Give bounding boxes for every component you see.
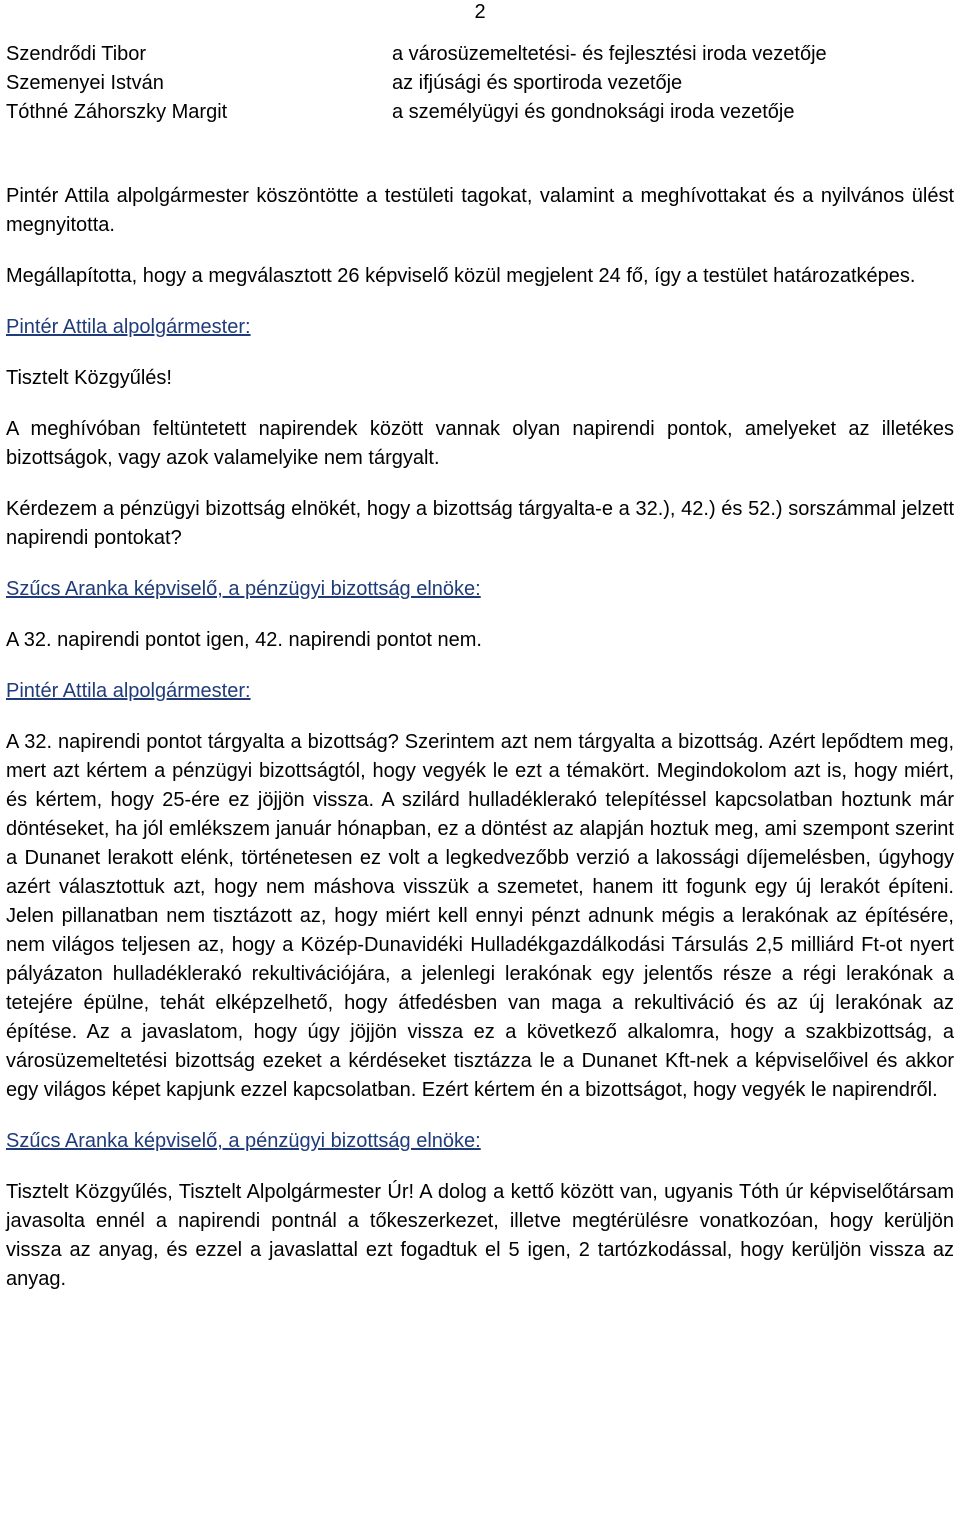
opening-paragraph: Pintér Attila alpolgármester köszöntötte a testületi tagokat, valamint a meghívottakat és a nyilvános ülést megnyitotta. bbox=[6, 185, 954, 236]
page-number: 2 bbox=[474, 1, 486, 23]
attendee-role: a városüzemeltetési- és fejlesztési iroda vezetője bbox=[392, 43, 827, 65]
quorum-paragraph: Megállapította, hogy a megválasztott 26 képviselő közül megjelent 24 fő, így a testület határozatképes. bbox=[6, 265, 916, 287]
attendee-row bbox=[6, 40, 954, 69]
attendee-row bbox=[6, 98, 954, 127]
speaker-heading: Pintér Attila alpolgármester: bbox=[6, 680, 251, 702]
body-paragraph: Kérdezem a pénzügyi bizottság elnökét, hogy a bizottság tárgyalta-e a 32.), 42.) és 52.) sorszámmal jelzett napirendi pontokat? bbox=[6, 498, 954, 549]
attendee-role: az ifjúsági és sportiroda vezetője bbox=[392, 72, 683, 94]
attendee-list bbox=[6, 40, 954, 127]
salutation: Tisztelt Közgyűlés! bbox=[6, 367, 172, 389]
attendee-name: Szendrődi Tibor bbox=[6, 43, 147, 65]
attendee-row bbox=[6, 69, 954, 98]
speaker-heading: Pintér Attila alpolgármester: bbox=[6, 316, 251, 338]
attendee-name: Szemenyei István bbox=[6, 72, 164, 94]
minutes-body bbox=[6, 182, 954, 1294]
body-paragraph: Tisztelt Közgyűlés, Tisztelt Alpolgármester Úr! A dolog a kettő között van, ugyanis Tóth úr képviselőtársam javasolta ennél a napirendi pontnál a tőkeszerkezet, illetve megtérülésre vonatkozóan, hogy kerüljön vissza az anyag, és ezzel a javaslattal ezt fogadtuk el 5 igen, 2 tartózkodással, hogy kerüljön vissza az anyag. bbox=[6, 1181, 954, 1290]
speaker-heading: Szűcs Aranka képviselő, a pénzügyi bizottság elnöke: bbox=[6, 1130, 481, 1152]
body-paragraph: A 32. napirendi pontot igen, 42. napirendi pontot nem. bbox=[6, 629, 482, 651]
attendee-name: Tóthné Záhorszky Margit bbox=[6, 101, 228, 123]
attendee-role: a személyügyi és gondnoksági iroda vezetője bbox=[392, 101, 795, 123]
speaker-heading: Szűcs Aranka képviselő, a pénzügyi bizottság elnöke: bbox=[6, 578, 481, 600]
body-paragraph: A meghívóban feltüntetett napirendek között vannak olyan napirendi pontok, amelyeket az illetékes bizottságok, vagy azok valamelyike nem tárgyalt. bbox=[6, 418, 954, 469]
body-paragraph: A 32. napirendi pontot tárgyalta a bizottság? Szerintem azt nem tárgyalta a bizottság. Azért lepődtem meg, mert azt kértem a pénzügyi bizottságtól, hogy vegyék le ezt a témakört. Megindokolom azt is, hogy miért, és kértem, hogy 25-ére ez jöjjön vissza. A szilárd hulladéklerakó telepítéssel kapcsolatban hoztunk már döntéseket, ha jól emlékszem január hónapban, ez a döntést az alapján hoztuk meg, ami szempont szerint a Dunanet lerakott elénk, történetesen ez volt a legkedvezőbb verzió a lakossági díjemelésben, úgyhogy azért választottuk azt, hogy nem máshova visszük a szemetet, hanem itt fogunk egy új lerakót építeni. Jelen pillanatban nem tisztázott az, hogy miért kell ennyi pénzt adnunk mégis a lerakónak az építésére, nem világos teljesen az, hogy a Közép-Dunavidéki Hulladékgazdálkodási Társulás 2,5 milliárd Ft-ot nyert pályázaton hulladéklerakó rekultivációjára, a jelenlegi lerakónak egy jelentős része a régi lerakónak a tetejére épülne, tehát elképzelhető, hogy átfedésben van maga a rekultiváció és az új lerakónak az építése. Az a javaslatom, hogy úgy jöjjön vissza ez a következő alkalomra, hogy a szakbizottság, a városüzemeltetési bizottság ezeket a kérdéseket tisztázza le a Dunanet Kft-nek a képviselőivel és akkor egy világos képet kapjunk ezzel kapcsolatban. Ezért kértem én a bizottságot, hogy vegyék le napirendről. bbox=[6, 731, 954, 1101]
